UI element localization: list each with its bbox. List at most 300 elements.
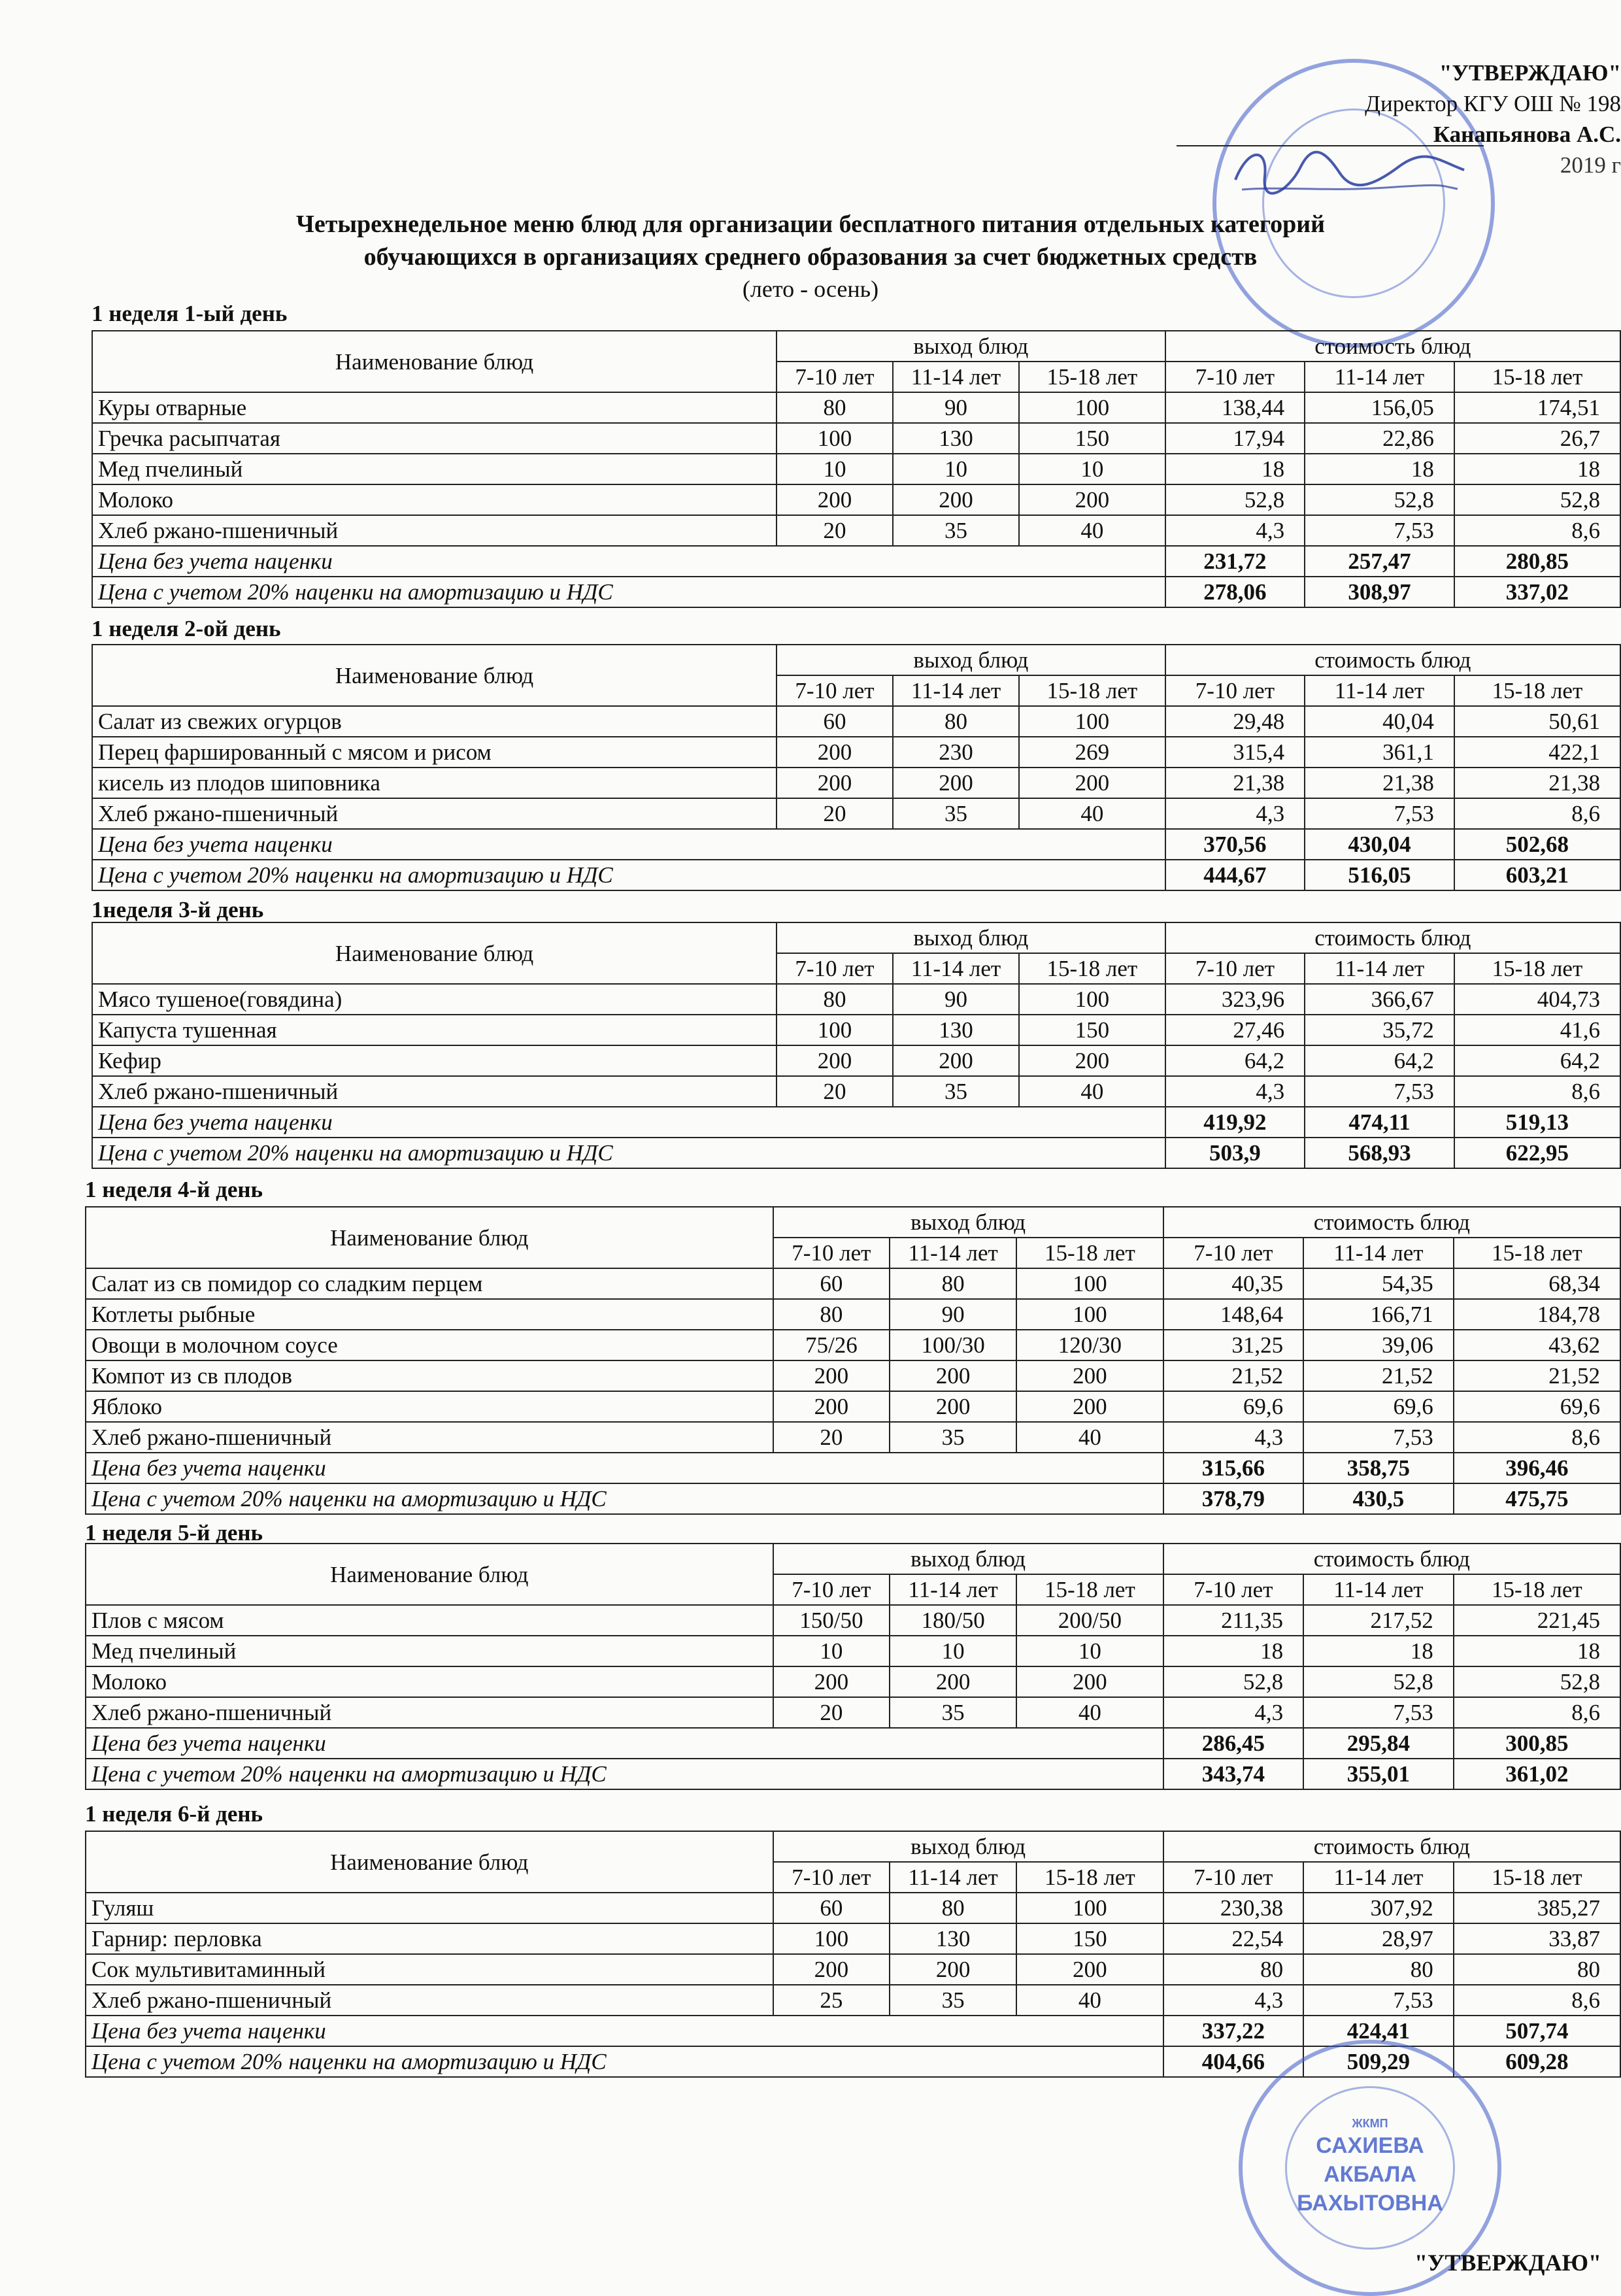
- header-age: 15-18 лет: [1454, 1574, 1620, 1605]
- dish-cost: 18: [1454, 454, 1620, 484]
- total-label: Цена без учета наценки: [92, 546, 1165, 577]
- total-markup-label: Цена с учетом 20% наценки на амортизацию и НДС: [92, 577, 1165, 607]
- dish-cost: 148,64: [1163, 1299, 1303, 1330]
- header-age: 15-18 лет: [1019, 675, 1165, 706]
- dish-output: 200: [890, 1666, 1016, 1697]
- header-cost: стоимость блюд: [1165, 922, 1620, 953]
- dish-output: 100: [777, 423, 893, 454]
- dish-cost: 18: [1163, 1636, 1303, 1666]
- approval-person: Канапьянова А.С.: [1433, 122, 1621, 147]
- table-row: [92, 737, 1620, 768]
- header-name: Наименование блюд: [86, 1831, 773, 1893]
- header-age: 11-14 лет: [1305, 675, 1454, 706]
- total-markup-row: [86, 1483, 1620, 1514]
- dish-name: Хлеб ржано-пшеничный: [86, 1422, 773, 1453]
- dish-output: 100: [1016, 1893, 1163, 1923]
- dish-cost: 174,51: [1454, 392, 1620, 423]
- menu-table: [92, 644, 1621, 891]
- dish-cost: 52,8: [1163, 1666, 1303, 1697]
- dish-cost: 40,35: [1163, 1268, 1303, 1299]
- header-output: выход блюд: [777, 922, 1165, 953]
- title-season: (лето - осень): [742, 276, 879, 302]
- dish-cost: 68,34: [1454, 1268, 1620, 1299]
- approval-block: [1216, 58, 1621, 180]
- table-row: [86, 1893, 1620, 1923]
- total-value: 519,13: [1454, 1107, 1620, 1138]
- dish-output: 100: [1016, 1299, 1163, 1330]
- total-value: 280,85: [1454, 546, 1620, 577]
- menu-table: [92, 330, 1621, 608]
- header-age: 7-10 лет: [1165, 675, 1305, 706]
- header-output: выход блюд: [773, 1544, 1163, 1574]
- dish-output: 60: [773, 1268, 890, 1299]
- dish-cost: 64,2: [1454, 1045, 1620, 1076]
- table-row: [86, 1697, 1620, 1728]
- dish-cost: 7,53: [1305, 515, 1454, 546]
- header-age: 15-18 лет: [1019, 362, 1165, 392]
- header-age: 7-10 лет: [777, 362, 893, 392]
- dish-cost: 166,71: [1303, 1299, 1454, 1330]
- total-markup-value: 308,97: [1305, 577, 1454, 607]
- header-age: 11-14 лет: [1303, 1862, 1454, 1893]
- dish-output: 200: [1019, 1045, 1165, 1076]
- dish-name: Мясо тушеное(говядина): [92, 984, 777, 1015]
- total-markup-row: [92, 577, 1620, 607]
- total-markup-row: [86, 1759, 1620, 1789]
- total-value: 286,45: [1163, 1728, 1303, 1759]
- dish-output: 200: [890, 1954, 1016, 1985]
- dish-name: Хлеб ржано-пшеничный: [86, 1697, 773, 1728]
- dish-cost: 366,67: [1305, 984, 1454, 1015]
- dish-name: Яблоко: [86, 1391, 773, 1422]
- dish-output: 10: [773, 1636, 890, 1666]
- dish-cost: 21,52: [1163, 1360, 1303, 1391]
- dish-output: 200: [1019, 484, 1165, 515]
- dish-cost: 8,6: [1454, 1985, 1620, 2016]
- header-age: 15-18 лет: [1454, 1238, 1620, 1268]
- dish-output: 200: [1019, 768, 1165, 798]
- header-age: 11-14 лет: [890, 1574, 1016, 1605]
- header-cost: стоимость блюд: [1163, 1544, 1620, 1574]
- dish-cost: 7,53: [1303, 1985, 1454, 2016]
- header-output: выход блюд: [777, 645, 1165, 675]
- dish-cost: 69,6: [1454, 1391, 1620, 1422]
- dish-output: 100: [1019, 984, 1165, 1015]
- table-header-row: [92, 331, 1620, 362]
- header-age: 11-14 лет: [890, 1862, 1016, 1893]
- dish-name: Котлеты рыбные: [86, 1299, 773, 1330]
- total-markup-label: Цена с учетом 20% наценки на амортизацию и НДС: [86, 2046, 1163, 2077]
- dish-output: 230: [893, 737, 1019, 768]
- table-header-row: [86, 1831, 1620, 1862]
- total-markup-label: Цена с учетом 20% наценки на амортизацию и НДС: [86, 1759, 1163, 1789]
- total-markup-label: Цена с учетом 20% наценки на амортизацию и НДС: [86, 1483, 1163, 1514]
- dish-output: 200: [777, 737, 893, 768]
- header-age: 7-10 лет: [777, 675, 893, 706]
- dish-cost: 52,8: [1454, 484, 1620, 515]
- dish-name: Овощи в молочном соусе: [86, 1330, 773, 1360]
- table-row: [86, 1605, 1620, 1636]
- header-cost: стоимость блюд: [1163, 1831, 1620, 1862]
- dish-name: Гарнир: перловка: [86, 1923, 773, 1954]
- dish-output: 130: [893, 1015, 1019, 1045]
- header-age: 15-18 лет: [1454, 1862, 1620, 1893]
- header-output: выход блюд: [773, 1207, 1163, 1238]
- dish-cost: 35,72: [1305, 1015, 1454, 1045]
- dish-cost: 4,3: [1165, 515, 1305, 546]
- total-markup-value: 509,29: [1303, 2046, 1454, 2077]
- dish-cost: 26,7: [1454, 423, 1620, 454]
- dish-cost: 8,6: [1454, 515, 1620, 546]
- dish-output: 20: [777, 515, 893, 546]
- dish-cost: 8,6: [1454, 1422, 1620, 1453]
- table-header-row: [92, 922, 1620, 953]
- dish-cost: 29,48: [1165, 706, 1305, 737]
- table-row: [86, 1299, 1620, 1330]
- dish-cost: 404,73: [1454, 984, 1620, 1015]
- dish-cost: 7,53: [1305, 798, 1454, 829]
- total-value: 315,66: [1163, 1453, 1303, 1483]
- dish-cost: 64,2: [1305, 1045, 1454, 1076]
- dish-output: 200: [893, 1045, 1019, 1076]
- dish-name: Гуляш: [86, 1893, 773, 1923]
- total-value: 474,11: [1305, 1107, 1454, 1138]
- table-header-row: [92, 645, 1620, 675]
- dish-name: Салат из свежих огурцов: [92, 706, 777, 737]
- dish-output: 200: [1016, 1666, 1163, 1697]
- day-heading: 1 неделя 1-ый день: [92, 301, 288, 326]
- dish-output: 200/50: [1016, 1605, 1163, 1636]
- dish-cost: 69,6: [1163, 1391, 1303, 1422]
- total-value: 430,04: [1305, 829, 1454, 860]
- dish-output: 35: [890, 1697, 1016, 1728]
- dish-output: 80: [777, 392, 893, 423]
- dish-output: 130: [893, 423, 1019, 454]
- dish-output: 100: [1019, 706, 1165, 737]
- dish-output: 150: [1016, 1923, 1163, 1954]
- dish-cost: 4,3: [1165, 798, 1305, 829]
- dish-name: Салат из св помидор со сладким перцем: [86, 1268, 773, 1299]
- total-markup-value: 503,9: [1165, 1138, 1305, 1168]
- menu-table: [85, 1206, 1621, 1515]
- dish-output: 130: [890, 1923, 1016, 1954]
- total-row: [92, 1107, 1620, 1138]
- dish-cost: 31,25: [1163, 1330, 1303, 1360]
- dish-output: 200: [777, 484, 893, 515]
- total-row: [86, 1728, 1620, 1759]
- total-value: 231,72: [1165, 546, 1305, 577]
- dish-cost: 230,38: [1163, 1893, 1303, 1923]
- total-markup-value: 378,79: [1163, 1483, 1303, 1514]
- approval-year: 2019 г: [1560, 152, 1621, 178]
- dish-output: 35: [890, 1985, 1016, 2016]
- dish-output: 100: [777, 1015, 893, 1045]
- dish-cost: 4,3: [1163, 1422, 1303, 1453]
- dish-output: 90: [893, 392, 1019, 423]
- total-value: 300,85: [1454, 1728, 1620, 1759]
- dish-output: 80: [890, 1268, 1016, 1299]
- header-age: 11-14 лет: [890, 1238, 1016, 1268]
- dish-cost: 52,8: [1454, 1666, 1620, 1697]
- dish-output: 35: [893, 515, 1019, 546]
- dish-cost: 22,54: [1163, 1923, 1303, 1954]
- dish-output: 40: [1016, 1985, 1163, 2016]
- header-age: 15-18 лет: [1454, 675, 1620, 706]
- dish-cost: 52,8: [1165, 484, 1305, 515]
- dish-name: Гречка расыпчатая: [92, 423, 777, 454]
- total-markup-value: 361,02: [1454, 1759, 1620, 1789]
- dish-output: 80: [773, 1299, 890, 1330]
- dish-cost: 50,61: [1454, 706, 1620, 737]
- header-age: 15-18 лет: [1019, 953, 1165, 984]
- header-output: выход блюд: [773, 1831, 1163, 1862]
- table-row: [92, 1045, 1620, 1076]
- day-heading: 1неделя 3-й день: [92, 897, 264, 922]
- dish-output: 60: [773, 1893, 890, 1923]
- dish-cost: 80: [1303, 1954, 1454, 1985]
- header-age: 11-14 лет: [1303, 1574, 1454, 1605]
- dish-cost: 18: [1165, 454, 1305, 484]
- dish-output: 200: [1016, 1360, 1163, 1391]
- total-label: Цена без учета наценки: [86, 1453, 1163, 1483]
- header-age: 11-14 лет: [1305, 953, 1454, 984]
- total-markup-value: 475,75: [1454, 1483, 1620, 1514]
- dish-cost: 41,6: [1454, 1015, 1620, 1045]
- dish-output: 90: [893, 984, 1019, 1015]
- dish-cost: 64,2: [1165, 1045, 1305, 1076]
- dish-name: Мед пчелиный: [92, 454, 777, 484]
- menu-table: [85, 1831, 1621, 2078]
- table-row: [86, 1360, 1620, 1391]
- table-header-row: [86, 1207, 1620, 1238]
- dish-cost: 21,38: [1454, 768, 1620, 798]
- total-value: 257,47: [1305, 546, 1454, 577]
- dish-name: Хлеб ржано-пшеничный: [86, 1985, 773, 2016]
- dish-output: 80: [890, 1893, 1016, 1923]
- total-label: Цена без учета наценки: [86, 1728, 1163, 1759]
- table-row: [86, 1391, 1620, 1422]
- total-markup-value: 355,01: [1303, 1759, 1454, 1789]
- dish-output: 35: [893, 798, 1019, 829]
- header-age: 7-10 лет: [777, 953, 893, 984]
- header-age: 7-10 лет: [1163, 1574, 1303, 1605]
- header-name: Наименование блюд: [92, 645, 777, 706]
- dish-output: 120/30: [1016, 1330, 1163, 1360]
- total-label: Цена без учета наценки: [92, 829, 1165, 860]
- total-label: Цена без учета наценки: [92, 1107, 1165, 1138]
- dish-cost: 8,6: [1454, 1076, 1620, 1107]
- total-row: [92, 829, 1620, 860]
- header-age: 11-14 лет: [893, 675, 1019, 706]
- dish-cost: 22,86: [1305, 423, 1454, 454]
- dish-cost: 27,46: [1165, 1015, 1305, 1045]
- dish-name: Компот из св плодов: [86, 1360, 773, 1391]
- dish-output: 269: [1019, 737, 1165, 768]
- header-name: Наименование блюд: [86, 1544, 773, 1605]
- header-age: 7-10 лет: [1165, 362, 1305, 392]
- total-value: 502,68: [1454, 829, 1620, 860]
- dish-cost: 323,96: [1165, 984, 1305, 1015]
- header-age: 11-14 лет: [893, 362, 1019, 392]
- dish-cost: 7,53: [1303, 1697, 1454, 1728]
- dish-output: 100/30: [890, 1330, 1016, 1360]
- dish-output: 20: [777, 1076, 893, 1107]
- dish-output: 180/50: [890, 1605, 1016, 1636]
- dish-cost: 4,3: [1163, 1985, 1303, 2016]
- total-markup-label: Цена с учетом 20% наценки на амортизацию и НДС: [92, 860, 1165, 890]
- dish-cost: 221,45: [1454, 1605, 1620, 1636]
- title-line-2: обучающихся в организациях среднего образования за счет бюджетных средств: [363, 243, 1258, 271]
- dish-output: 100: [1019, 392, 1165, 423]
- table-row: [86, 1954, 1620, 1985]
- day-heading: 1 неделя 4-й день: [85, 1177, 263, 1202]
- total-markup-value: 343,74: [1163, 1759, 1303, 1789]
- dish-output: 150: [1019, 1015, 1165, 1045]
- dish-name: Перец фаршированный с мясом и рисом: [92, 737, 777, 768]
- dish-cost: 21,38: [1165, 768, 1305, 798]
- dish-name: Молоко: [92, 484, 777, 515]
- header-age: 15-18 лет: [1016, 1238, 1163, 1268]
- dish-name: Хлеб ржано-пшеничный: [92, 798, 777, 829]
- table-row: [92, 798, 1620, 829]
- dish-cost: 21,52: [1454, 1360, 1620, 1391]
- dish-cost: 52,8: [1303, 1666, 1454, 1697]
- dish-name: кисель из плодов шиповника: [92, 768, 777, 798]
- dish-output: 10: [890, 1636, 1016, 1666]
- header-output: выход блюд: [777, 331, 1165, 362]
- day-heading: 1 неделя 2-ой день: [92, 616, 281, 641]
- dish-name: Куры отварные: [92, 392, 777, 423]
- header-age: 15-18 лет: [1454, 362, 1620, 392]
- dish-cost: 385,27: [1454, 1893, 1620, 1923]
- header-age: 7-10 лет: [1163, 1862, 1303, 1893]
- table-row: [86, 1330, 1620, 1360]
- header-cost: стоимость блюд: [1165, 331, 1620, 362]
- dish-cost: 4,3: [1165, 1076, 1305, 1107]
- total-markup-value: 609,28: [1454, 2046, 1620, 2077]
- dish-cost: 52,8: [1305, 484, 1454, 515]
- dish-output: 80: [893, 706, 1019, 737]
- dish-cost: 21,38: [1305, 768, 1454, 798]
- dish-output: 200: [773, 1360, 890, 1391]
- dish-cost: 21,52: [1303, 1360, 1454, 1391]
- dish-output: 200: [893, 484, 1019, 515]
- document-title: [0, 208, 1621, 305]
- dish-cost: 28,97: [1303, 1923, 1454, 1954]
- dish-cost: 8,6: [1454, 1697, 1620, 1728]
- dish-output: 20: [773, 1422, 890, 1453]
- stamp-small-text: ЖКМП: [1352, 2117, 1388, 2130]
- header-age: 11-14 лет: [1303, 1238, 1454, 1268]
- dish-name: Сок мультивитаминный: [86, 1954, 773, 1985]
- dish-output: 10: [893, 454, 1019, 484]
- dish-cost: 422,1: [1454, 737, 1620, 768]
- header-age: 15-18 лет: [1016, 1862, 1163, 1893]
- bottom-approval-heading: "УТВЕРЖДАЮ": [1414, 2250, 1601, 2276]
- dish-output: 10: [1019, 454, 1165, 484]
- dish-cost: 80: [1454, 1954, 1620, 1985]
- dish-cost: 307,92: [1303, 1893, 1454, 1923]
- menu-table: [92, 922, 1621, 1169]
- dish-cost: 39,06: [1303, 1330, 1454, 1360]
- total-value: 419,92: [1165, 1107, 1305, 1138]
- title-line-1: Четырехнедельное меню блюд для организации бесплатного питания отдельных категорий: [295, 211, 1326, 238]
- dish-output: 60: [777, 706, 893, 737]
- approval-position: Директор КГУ ОШ № 198: [1365, 91, 1621, 116]
- table-row: [92, 515, 1620, 546]
- table-row: [92, 706, 1620, 737]
- dish-cost: 315,4: [1165, 737, 1305, 768]
- day-heading: 1 неделя 6-й день: [85, 1801, 263, 1827]
- header-age: 7-10 лет: [1163, 1238, 1303, 1268]
- dish-name: Кефир: [92, 1045, 777, 1076]
- table-row: [86, 1923, 1620, 1954]
- dish-cost: 217,52: [1303, 1605, 1454, 1636]
- total-value: 396,46: [1454, 1453, 1620, 1483]
- total-markup-value: 430,5: [1303, 1483, 1454, 1514]
- table-row: [86, 1636, 1620, 1666]
- table-row: [92, 1015, 1620, 1045]
- dish-output: 20: [777, 798, 893, 829]
- total-markup-value: 278,06: [1165, 577, 1305, 607]
- dish-output: 100: [1016, 1268, 1163, 1299]
- dish-cost: 69,6: [1303, 1391, 1454, 1422]
- dish-cost: 7,53: [1305, 1076, 1454, 1107]
- dish-output: 35: [890, 1422, 1016, 1453]
- dish-cost: 80: [1163, 1954, 1303, 1985]
- header-age: 7-10 лет: [773, 1238, 890, 1268]
- dish-output: 200: [890, 1391, 1016, 1422]
- dish-cost: 54,35: [1303, 1268, 1454, 1299]
- header-name: Наименование блюд: [86, 1207, 773, 1268]
- header-age: 7-10 лет: [1165, 953, 1305, 984]
- header-age: 7-10 лет: [773, 1574, 890, 1605]
- total-markup-value: 337,02: [1454, 577, 1620, 607]
- dish-cost: 18: [1305, 454, 1454, 484]
- day-heading: 1 неделя 5-й день: [85, 1520, 263, 1545]
- total-markup-row: [92, 1138, 1620, 1168]
- dish-output: 200: [1016, 1954, 1163, 1985]
- dish-output: 10: [1016, 1636, 1163, 1666]
- dish-output: 200: [773, 1391, 890, 1422]
- dish-output: 40: [1019, 798, 1165, 829]
- total-markup-row: [92, 860, 1620, 890]
- dish-output: 200: [890, 1360, 1016, 1391]
- dish-output: 200: [777, 1045, 893, 1076]
- dish-output: 25: [773, 1985, 890, 2016]
- table-row: [92, 484, 1620, 515]
- dish-output: 200: [893, 768, 1019, 798]
- total-markup-value: 444,67: [1165, 860, 1305, 890]
- menu-table: [85, 1543, 1621, 1790]
- stamp-name-1: САХИЕВА: [1316, 2133, 1424, 2158]
- total-row: [86, 1453, 1620, 1483]
- header-name: Наименование блюд: [92, 331, 777, 392]
- stamp-name-2: АКБАЛА: [1324, 2162, 1416, 2187]
- dish-output: 150: [1019, 423, 1165, 454]
- dish-name: Капуста тушенная: [92, 1015, 777, 1045]
- dish-output: 75/26: [773, 1330, 890, 1360]
- table-row: [92, 392, 1620, 423]
- table-header-row: [86, 1544, 1620, 1574]
- dish-cost: 18: [1303, 1636, 1454, 1666]
- total-value: 424,41: [1303, 2016, 1454, 2046]
- table-row: [92, 454, 1620, 484]
- table-row: [92, 1076, 1620, 1107]
- dish-cost: 40,04: [1305, 706, 1454, 737]
- dish-output: 80: [777, 984, 893, 1015]
- dish-name: Плов с мясом: [86, 1605, 773, 1636]
